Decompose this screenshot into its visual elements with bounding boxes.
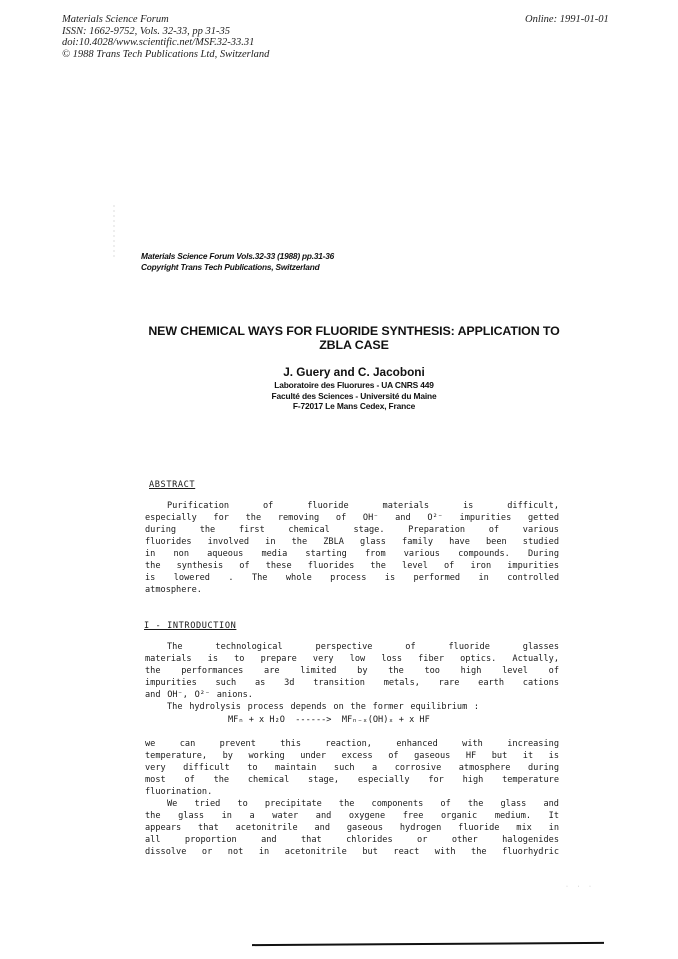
intro-line: The technological perspective of fluoride glasses	[167, 642, 559, 652]
intro-line: We tried to precipitate the components of the glass and	[167, 798, 559, 809]
introduction-continued	[145, 739, 559, 859]
affiliation-line: F-72017 Le Mans Cedex, France	[292, 401, 416, 412]
intro-line: and OH⁻, O²⁻ anions.	[145, 689, 253, 700]
abstract-body	[145, 501, 559, 597]
abstract-line: Purification of fluoride materials is difficult,	[167, 501, 559, 511]
intro-line: very difficult to maintain such a corrosive atmosphere during	[145, 762, 559, 773]
online-date: Online: 1991-01-01	[525, 14, 609, 25]
copyright-line: © 1988 Trans Tech Publications Ltd, Switzerland	[62, 48, 270, 60]
intro-line: all proportion and that chlorides or other halogenides	[145, 834, 559, 845]
scan-mark-graphic	[112, 205, 117, 265]
intro-line: we can prevent this reaction, enhanced with increasing	[145, 739, 559, 749]
hydrolysis-equation: MFₙ + x H₂O ------> MFₙ₋ₓ(OH)ₓ + x HF	[228, 715, 430, 725]
intro-line: most of the chemical stage, especially for high temperature	[145, 774, 559, 785]
intro-line: the glass in a water and oxygene free organic medium. It	[145, 810, 559, 821]
affiliation-line: Laboratoire des Fluorures - UA CNRS 449	[274, 380, 434, 390]
publisher-header	[62, 14, 269, 60]
title-line: NEW CHEMICAL WAYS FOR FLUORIDE SYNTHESIS: APPLICATION TO	[148, 324, 560, 338]
journal-name: Materials Science Forum	[62, 14, 169, 25]
intro-line: appears that acetonitrile and gaseous hydrogen fluoride mix in	[145, 822, 559, 833]
abstract-line: in non aqueous media starting from various compounds. During	[145, 548, 559, 559]
citation-copyright: Copyright Trans Tech Publications, Switzerland	[141, 262, 320, 272]
introduction-heading: I - INTRODUCTION	[144, 621, 237, 631]
abstract-line: during the first chemical stage. Preparation of various	[145, 524, 559, 535]
intro-line: The hydrolysis process depends on the former equilibrium :	[167, 701, 480, 712]
intro-line: materials is to prepare very low loss fiber optics. Actually,	[145, 653, 559, 664]
doi-line: doi:10.4028/www.scientific.net/MSF.32-33.31	[62, 37, 255, 48]
abstract-line: fluorides involved in the ZBLA glass family have been studied	[145, 536, 559, 547]
affiliation	[110, 380, 598, 412]
footer-rule	[252, 942, 604, 946]
abstract-line: the synthesis of these fluorides the level of iron impurities	[145, 560, 559, 571]
paper-title	[110, 324, 598, 352]
affiliation-line: Faculté des Sciences - Université du Maine	[271, 390, 437, 401]
intro-line: fluorination.	[145, 786, 213, 797]
intro-line: impurities such as 3d transition metals, rare earth cations	[145, 677, 559, 688]
intro-line: dissolve or not in acetonitrile but react with the fluorhydric	[145, 846, 559, 857]
abstract-line: atmosphere.	[145, 584, 202, 595]
abstract-heading: ABSTRACT	[149, 480, 196, 490]
abstract-line: is lowered . The whole process is performed in controlled	[145, 572, 559, 583]
issn-line: ISSN: 1662-9752, Vols. 32-33, pp 31-35	[62, 25, 230, 37]
original-citation	[141, 251, 334, 273]
abstract-line: especially for the removing of OH⁻ and O²⁻ impurities getted	[145, 512, 559, 523]
intro-line: temperature, by working under excess of gaseous HF but it is	[145, 750, 559, 761]
scan-margin-mark	[112, 205, 117, 265]
intro-line: the performances are limited by the too high level of	[145, 665, 559, 676]
citation-line: Materials Science Forum Vols.32-33 (1988) pp.31-36	[141, 251, 335, 261]
scan-specks: · · ·	[566, 884, 595, 890]
introduction-body	[145, 642, 559, 714]
authors: J. Guery and C. Jacoboni	[283, 365, 425, 379]
title-line: ZBLA CASE	[319, 338, 389, 352]
